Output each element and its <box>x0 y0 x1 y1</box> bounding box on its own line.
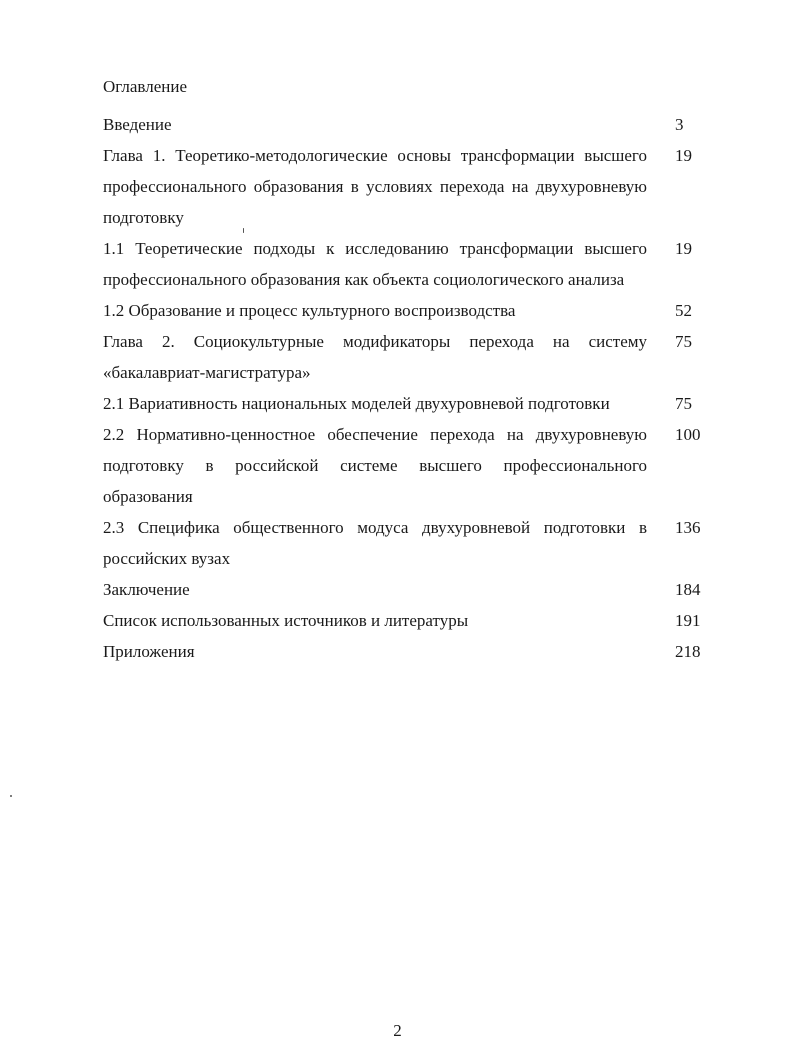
toc-entry-page: 75 <box>675 332 692 351</box>
scan-speck <box>243 228 244 233</box>
toc-entry-title: 1.2 Образование и процесс культурного воспроизводства <box>103 301 516 320</box>
toc-entry-page: 136 <box>675 518 701 537</box>
toc-entry-title: 2.1 Вариативность национальных моделей двухуровневой подготовки <box>103 394 610 413</box>
toc-entry <box>103 574 713 605</box>
toc-entry-page: 100 <box>675 425 701 444</box>
toc-entry-title: Глава 2. Социокультурные модификаторы перехода на систему «бакалавриат-магистратура» <box>103 332 647 382</box>
toc-entry-title: 2.3 Специфика общественного модуса двухуровневой подготовки в российских вузах <box>103 518 647 568</box>
toc-entry <box>103 636 713 667</box>
table-of-contents <box>103 109 713 667</box>
toc-entry-title: Заключение <box>103 580 190 599</box>
toc-entry-page: 19 <box>675 146 692 165</box>
toc-entry-title: Приложения <box>103 642 195 661</box>
toc-entry-page: 218 <box>675 642 701 661</box>
toc-heading: Оглавление <box>103 77 187 96</box>
toc-entry-page: 191 <box>675 611 701 630</box>
scan-speck <box>10 795 12 797</box>
toc-entry <box>103 388 713 419</box>
toc-entry-page: 184 <box>675 580 701 599</box>
toc-entry-page: 75 <box>675 394 692 413</box>
toc-entry <box>103 419 713 512</box>
page-number: 2 <box>393 1021 402 1040</box>
toc-entry-title: Введение <box>103 115 172 134</box>
toc-entry-page: 19 <box>675 239 692 258</box>
toc-entry <box>103 605 713 636</box>
toc-entry-page: 52 <box>675 301 692 320</box>
toc-entry <box>103 109 713 140</box>
toc-entry-title: 1.1 Теоретические подходы к исследованию трансформации высшего профессионального образования как объекта социологического анализа <box>103 239 647 289</box>
toc-entry <box>103 140 713 233</box>
toc-entry-title: 2.2 Нормативно-ценностное обеспечение перехода на двухуровневую подготовку в российской системе высшего профессионального образования <box>103 425 647 506</box>
toc-entry <box>103 295 713 326</box>
toc-entry-title: Список использованных источников и литературы <box>103 611 469 630</box>
toc-entry-page: 3 <box>675 115 684 134</box>
toc-entry-title: Глава 1. Теоретико-методологические основы трансформации высшего профессионального образования в условиях перехода на двухуровневую подготовку <box>103 146 647 227</box>
toc-entry <box>103 512 713 574</box>
toc-entry <box>103 233 713 295</box>
toc-entry <box>103 326 713 388</box>
